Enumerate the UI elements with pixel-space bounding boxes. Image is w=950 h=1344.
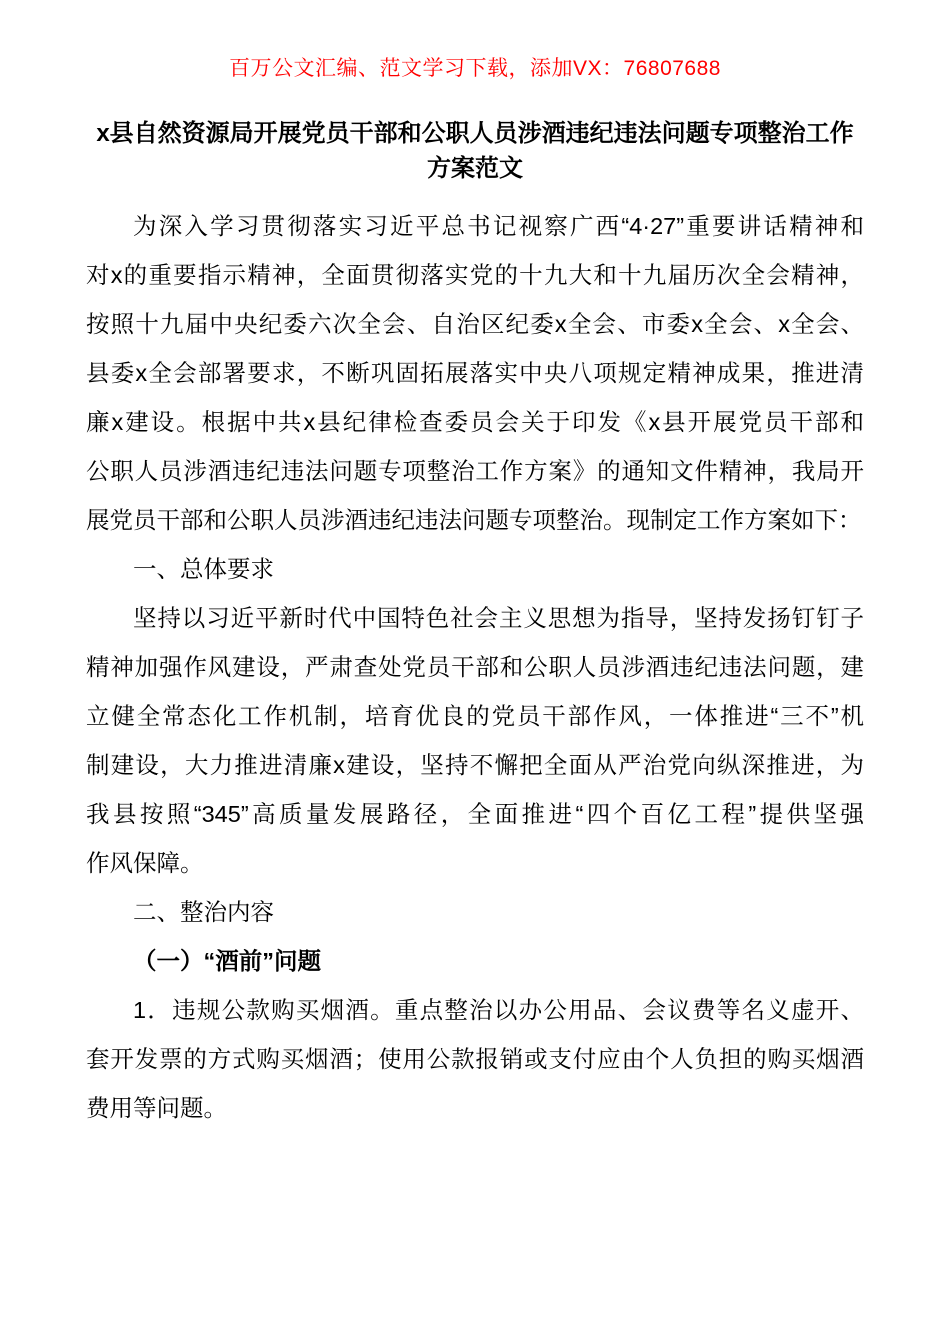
document-title-line: 方案范文: [427, 155, 523, 182]
paragraph-item-1: [86, 986, 864, 1133]
paragraph-subsection-2-1-heading: [86, 937, 864, 986]
document-title: [60, 116, 890, 186]
text-line: 1．违规公款购买烟酒。重点整治以办公用品、会议费等名义虚开、: [133, 997, 864, 1023]
paragraph-intro: [86, 202, 864, 545]
document-body: [86, 202, 864, 1133]
text-line: 精神加强作风建设，严肃查处党员干部和公职人员涉酒违纪违法问题，建: [86, 654, 864, 680]
text-line: 套开发票的方式购买烟酒；使用公款报销或支付应由个人负担的购买烟酒: [86, 1046, 864, 1072]
text-line: 展党员干部和公职人员涉酒违纪违法问题专项整治。现制定工作方案如下：: [86, 507, 862, 533]
text-line: 一、总体要求: [133, 556, 274, 582]
text-line: 费用等问题。: [86, 1095, 227, 1121]
text-line: 为深入学习贯彻落实习近平总书记视察广西“4·27”重要讲话精神和: [133, 213, 864, 239]
promo-banner: 百万公文汇编、范文学习下载，添加VX：76807688: [229, 57, 721, 80]
text-line: 按照十九届中央纪委六次全会、自治区纪委x全会、市委x全会、x全会、: [86, 311, 864, 337]
text-line: 坚持以习近平新时代中国特色社会主义思想为指导，坚持发扬钉钉子: [133, 605, 864, 631]
text-line: 公职人员涉酒违纪违法问题专项整治工作方案》的通知文件精神，我局开: [86, 458, 864, 484]
text-line: 县委x全会部署要求，不断巩固拓展落实中央八项规定精神成果，推进清: [86, 360, 864, 386]
text-line: 廉x建设。根据中共x县纪律检查委员会关于印发《x县开展党员干部和: [86, 409, 864, 435]
document-title-line: x县自然资源局开展党员干部和公职人员涉酒违纪违法问题专项整治工作: [96, 120, 854, 147]
text-line: 对x的重要指示精神，全面贯彻落实党的十九大和十九届历次全会精神，: [86, 262, 864, 288]
text-line: 立健全常态化工作机制，培育优良的党员干部作风，一体推进“三不”机: [86, 703, 864, 729]
text-line: 制建设，大力推进清廉x建设，坚持不懈把全面从严治党向纵深推进，为: [86, 752, 864, 778]
text-line: 二、整治内容: [133, 899, 274, 925]
paragraph-section-1-heading: [86, 545, 864, 594]
text-line: 我县按照“345”高质量发展路径，全面推进“四个百亿工程”提供坚强: [86, 801, 864, 827]
text-line: 作风保障。: [86, 850, 204, 876]
text-line: （一）“酒前”问题: [133, 948, 321, 974]
paragraph-section-2-heading: [86, 888, 864, 937]
paragraph-section-1-body: [86, 594, 864, 888]
